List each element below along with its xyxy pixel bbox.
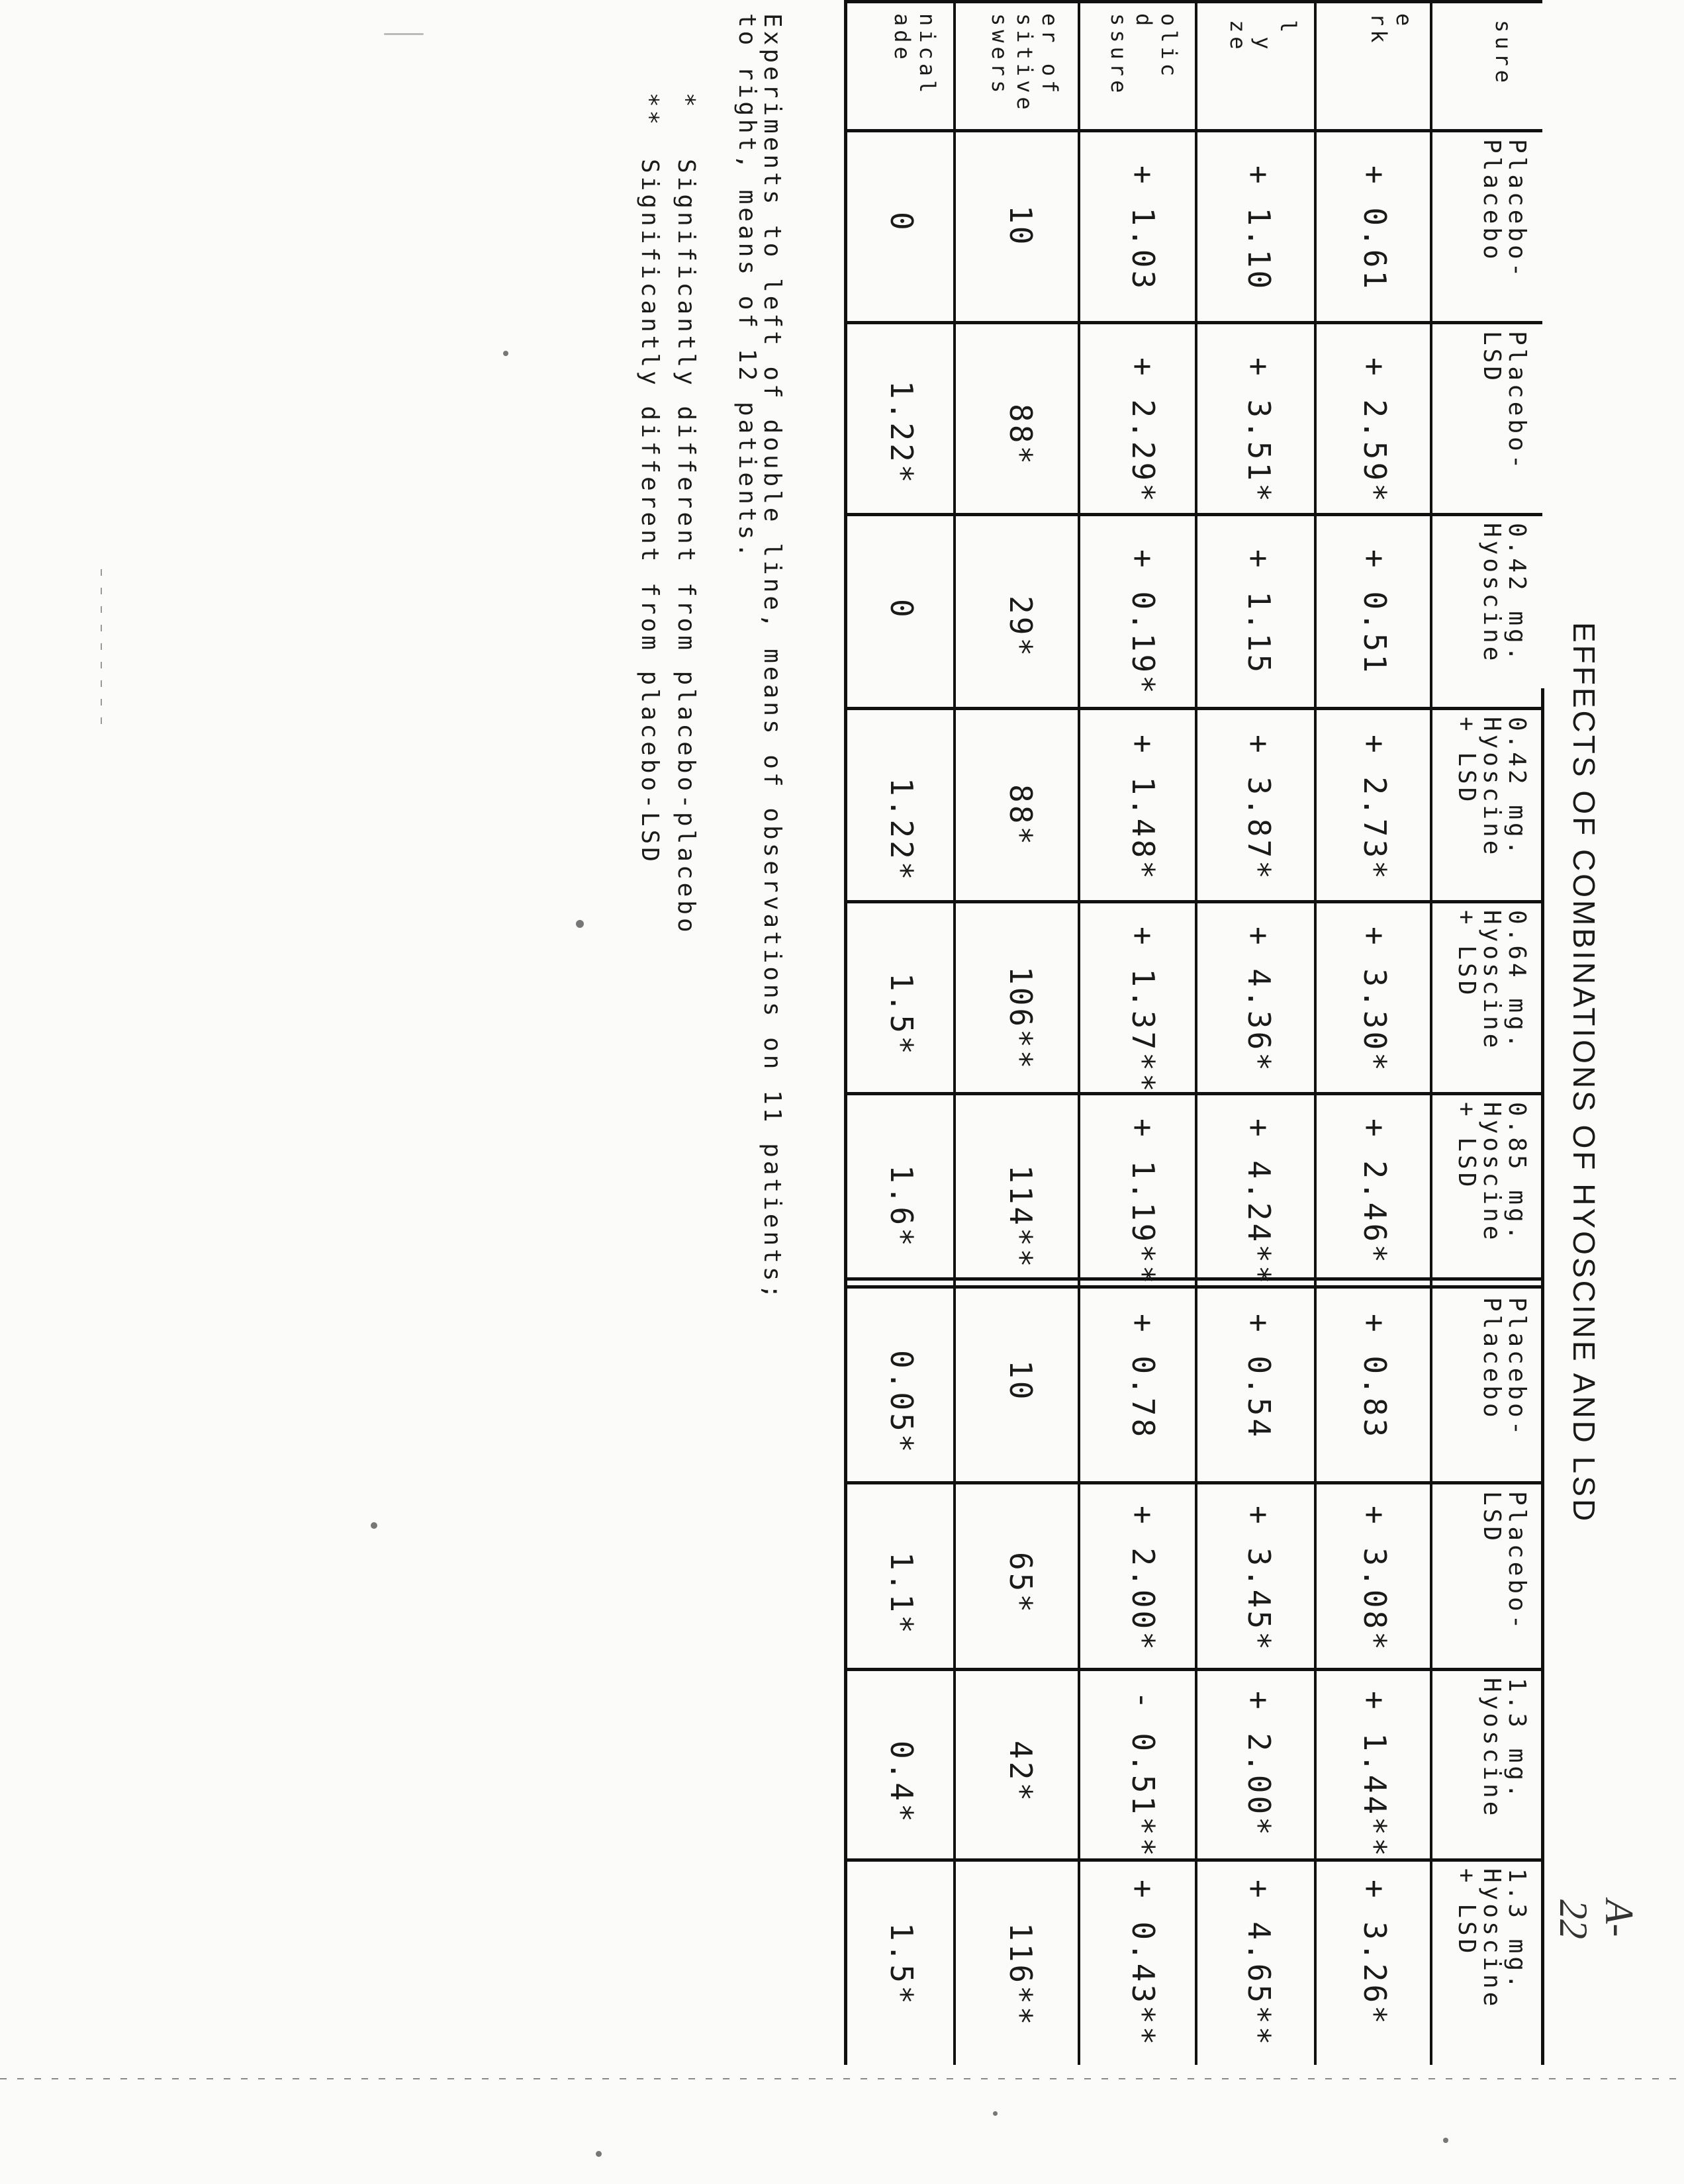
table-cell: - 0.51** xyxy=(1125,1691,1161,1859)
table-cell: + 0.83 xyxy=(1357,1314,1393,1440)
column-header: 1.3 mg. Hyoscine xyxy=(1478,1678,1530,1819)
table-border-right xyxy=(1541,688,1544,2065)
row-label: nical ade xyxy=(890,13,940,97)
table-cell: + 2.29* xyxy=(1125,357,1161,504)
column-header: Placebo- Placebo xyxy=(1478,139,1530,281)
table-cell: + 3.87* xyxy=(1241,735,1277,882)
table-cell: + 3.08* xyxy=(1357,1506,1393,1653)
table-cell: + 1.10 xyxy=(1241,165,1277,292)
row-divider xyxy=(1078,0,1080,2065)
table-cell: + 3.30* xyxy=(1357,927,1393,1073)
row-divider xyxy=(1314,0,1317,2065)
footnote-single-star: Significantly different from placebo-placebo xyxy=(673,159,700,936)
table-cell: + 2.00* xyxy=(1125,1506,1161,1653)
table-border-left xyxy=(844,0,847,2065)
table-cell: + 1.15 xyxy=(1241,549,1277,676)
row-divider xyxy=(1430,0,1432,2065)
table-cell: 29* xyxy=(1003,596,1039,659)
footnote-experiments: Experiments to left of double line, means of observations on 11 patients; to right, means of 12 patients. xyxy=(733,13,786,1302)
table-cell: + 2.46* xyxy=(1357,1118,1393,1265)
column-header: 0.85 mg. Hyoscine + LSD xyxy=(1453,1102,1530,1244)
table-cell: + 2.00* xyxy=(1241,1691,1277,1838)
table-cell: 1.1* xyxy=(884,1552,919,1636)
table-cell: + 0.78 xyxy=(1125,1314,1161,1440)
column-header: 0.64 mg. Hyoscine + LSD xyxy=(1453,910,1530,1052)
table-cell: 65* xyxy=(1003,1552,1039,1615)
table-cell: 88* xyxy=(1003,784,1039,848)
table-cell: + 4.65** xyxy=(1241,1880,1277,2048)
table-cell: 1.5* xyxy=(884,973,919,1057)
scan-speck xyxy=(1443,2138,1448,2143)
column-header: 1.3 mg. Hyoscine + LSD xyxy=(1453,1868,1530,2010)
table-cell: 116** xyxy=(1003,1923,1039,2028)
column-header: 0.42 mg. Hyoscine + LSD xyxy=(1453,717,1530,858)
table-cell: 1.5* xyxy=(884,1923,919,2007)
table-cell: 0 xyxy=(884,212,919,233)
column-header: Placebo- LSD xyxy=(1478,1491,1530,1633)
table-cell: 88* xyxy=(1003,404,1039,467)
scan-artifact-line xyxy=(0,2078,1684,2079)
table-cell: 1.22* xyxy=(884,381,919,486)
table-cell: + 2.73* xyxy=(1357,735,1393,882)
scan-artifact-line xyxy=(384,33,424,35)
document-title: EFFECTS OF COMBINATIONS OF HYOSCINE AND LSD xyxy=(1567,622,1601,1524)
table-cell: 10 xyxy=(1003,205,1039,248)
table-cell: + 1.44** xyxy=(1357,1691,1393,1859)
row-divider xyxy=(953,0,956,2065)
table-cell: 0.05* xyxy=(884,1350,919,1455)
table-cell: 114** xyxy=(1003,1165,1039,1270)
table-cell: + 1.19** xyxy=(1125,1118,1161,1287)
column-header: 0.42 mg. Hyoscine xyxy=(1478,523,1530,664)
table-cell: + 3.26* xyxy=(1357,1880,1393,2026)
scan-speck xyxy=(993,2111,998,2116)
table-cell: + 3.51* xyxy=(1241,357,1277,504)
table-cell: + 0.61 xyxy=(1357,165,1393,292)
row-divider xyxy=(1195,0,1197,2065)
scan-speck xyxy=(576,920,584,928)
footnote-double-star-symbol: ** xyxy=(636,93,663,128)
row-label: er of sitive swers xyxy=(987,13,1062,114)
table-cell: 42* xyxy=(1003,1741,1039,1804)
page-reference: A-22 xyxy=(1552,1899,1641,1939)
table-cell: + 1.03 xyxy=(1125,165,1161,292)
table-cell: + 1.48* xyxy=(1125,735,1161,882)
footnote-double-star: Significantly different from placebo-LSD xyxy=(636,159,663,865)
scan-speck xyxy=(596,2151,602,2157)
column-header: Placebo- Placebo xyxy=(1478,1297,1530,1439)
row-label: olic d ssure xyxy=(1106,13,1182,97)
table-cell: 0.4* xyxy=(884,1741,919,1825)
table-cell: + 3.45* xyxy=(1241,1506,1277,1653)
table-cell: + 4.36* xyxy=(1241,927,1277,1073)
table-cell: 10 xyxy=(1003,1360,1039,1402)
table-cell: 106** xyxy=(1003,966,1039,1071)
table-cell: + 2.59* xyxy=(1357,357,1393,504)
row-label: e rk xyxy=(1366,13,1417,47)
table-cell: 0 xyxy=(884,599,919,620)
scan-speck xyxy=(503,351,508,356)
table-cell: + 0.51 xyxy=(1357,549,1393,676)
table-cell: + 0.19* xyxy=(1125,549,1161,696)
table-cell: 1.22* xyxy=(884,778,919,883)
table-cell: + 4.24** xyxy=(1241,1118,1277,1287)
table-cell: + 0.43** xyxy=(1125,1880,1161,2048)
table-cell: 1.6* xyxy=(884,1165,919,1249)
row-label: sure xyxy=(1491,20,1516,87)
row-label: l y ze xyxy=(1225,20,1301,54)
footnote-single-star-symbol: * xyxy=(673,93,700,111)
scan-speck xyxy=(371,1522,377,1529)
table-cell: + 1.37** xyxy=(1125,927,1161,1095)
table-cell: + 0.54 xyxy=(1241,1314,1277,1440)
column-header: Placebo- LSD xyxy=(1478,331,1530,473)
scan-artifact-line xyxy=(101,569,102,728)
